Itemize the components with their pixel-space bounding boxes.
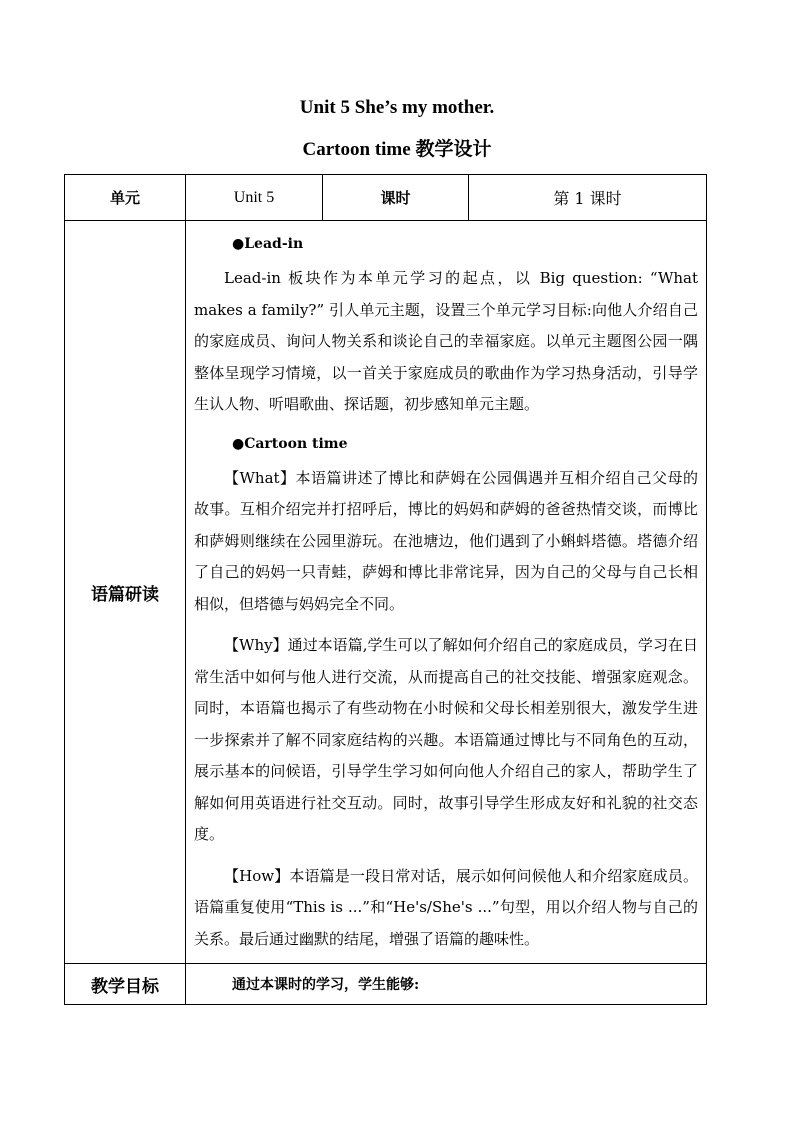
document-subtitle: Cartoon time 教学设计	[302, 139, 492, 160]
lesson-label-cell: 课时	[323, 175, 469, 221]
text-study-label: 语篇研读	[65, 221, 186, 964]
header-row	[65, 175, 707, 221]
leadin-paragraph: Lead-in 板块作为本单元学习的起点，以 Big question: “What makes a family?” 引人单元主题，设置三个单元学习目标:向他人介绍自己的家庭成员、询问人物关系和谈论自己的幸福家庭。以单元主题图公园一隅整体呈现学习情境，以一首关于家庭成员的歌曲作为学习热身活动，引导学生认人物、听唱歌曲、探话题，初步感知单元主题。	[194, 269, 698, 413]
lesson-value-cell: 第 1 课时	[469, 175, 707, 221]
text-study-content	[186, 221, 707, 964]
unit-label-cell: 单元	[65, 175, 186, 221]
leadin-heading: ●Lead-in	[232, 236, 304, 252]
text-study-row	[65, 221, 707, 964]
objectives-intro: 通过本课时的学习，学生能够:	[186, 964, 707, 1005]
unit-value-cell: Unit 5	[186, 175, 323, 221]
objectives-row	[65, 964, 707, 1005]
how-paragraph: 【How】本语篇是一段日常对话，展示如何问候他人和介绍家庭成员。语篇重复使用“This is ...”和“He's/She's ...”句型，用以介绍人物与自己的关系。最后通过幽默的结尾，增强了语篇的趣味性。	[194, 866, 698, 948]
lesson-plan-table	[64, 174, 707, 1005]
what-paragraph: 【What】本语篇讲述了博比和萨姆在公园偶遇并互相介绍自己父母的故事。互相介绍完并打招呼后，博比的妈妈和萨姆的爸爸热情交谈，而博比和萨姆则继续在公园里游玩。在池塘边，他们遇到了小蝌蚪塔德。塔德介绍了自己的妈妈一只青蛙，萨姆和博比非常诧异，因为自己的父母与自己长相相似，但塔德与妈妈完全不同。	[194, 468, 698, 613]
cartoon-heading: ●Cartoon time	[232, 435, 348, 452]
document-title: Unit 5 She’s my mother.	[299, 97, 495, 118]
objectives-label: 教学目标	[65, 964, 186, 1005]
why-paragraph: 【Why】通过本语篇,学生可以了解如何介绍自己的家庭成员，学习在日常生活中如何与他人进行交流，从而提高自己的社交技能、增强家庭观念。同时，本语篇也揭示了有些动物在小时候和父母长相差别很大，激发学生进一步探索并了解不同家庭结构的兴趣。本语篇通过博比与不同角色的互动，展示基本的问候语，引导学生学习如何向他人介绍自己的家人，帮助学生了解如何用英语进行社交互动。同时，故事引导学生形成友好和礼貌的社交态度。	[194, 636, 698, 843]
